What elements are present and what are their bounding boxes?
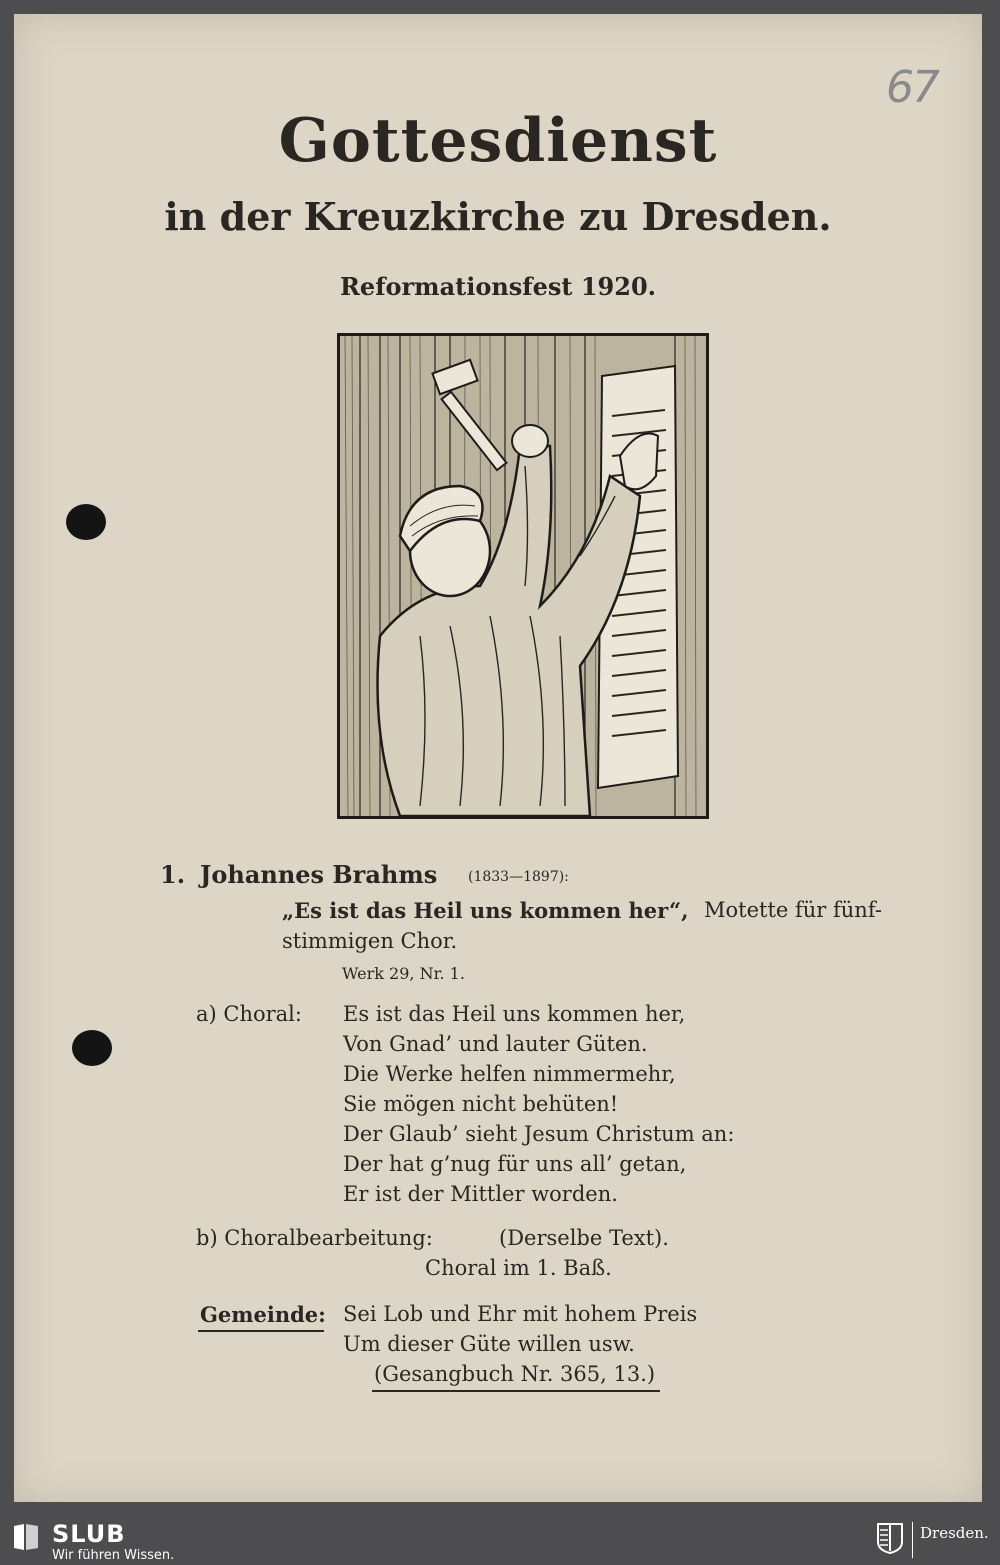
slub-logo[interactable] <box>12 1520 202 1562</box>
part-b-subnote: Choral im 1. Baß. <box>425 1256 612 1280</box>
book-icon <box>12 1522 40 1552</box>
item-number: 1. <box>160 860 186 889</box>
footer-bar <box>0 1514 1000 1565</box>
work-description-1: Motette für fünf- <box>704 898 882 922</box>
page-title: Gottesdienst <box>278 106 718 176</box>
choral-line: Der Glaub’ sieht Jesum Christum an: <box>343 1122 735 1146</box>
choral-line: Der hat g’nug für uns all’ getan, <box>343 1152 687 1176</box>
slub-brand: SLUB <box>52 1520 126 1548</box>
city-crest-icon <box>876 1522 904 1554</box>
logo-divider <box>912 1522 913 1558</box>
congregation-line: Um dieser Güte willen usw. <box>343 1332 635 1356</box>
punch-hole-top <box>66 504 106 540</box>
choral-line: Die Werke helfen nimmermehr, <box>343 1062 676 1086</box>
part-b-label: b) Choralbearbeitung: <box>196 1226 433 1250</box>
choral-line: Von Gnad’ und lauter Güten. <box>343 1032 648 1056</box>
page-subtitle: in der Kreuzkirche zu Dresden. <box>164 194 832 239</box>
luther-theses-image <box>340 336 706 816</box>
slub-tagline: Wir führen Wissen. <box>52 1548 175 1563</box>
hymnal-reference: (Gesangbuch Nr. 365, 13.) <box>374 1362 656 1386</box>
work-title: „Es ist das Heil uns kommen her“, <box>282 898 689 923</box>
congregation-underline <box>198 1330 324 1332</box>
choral-line: Sie mögen nicht behüten! <box>343 1092 619 1116</box>
hymnal-underline <box>372 1390 660 1392</box>
part-b-note: (Derselbe Text). <box>499 1226 669 1250</box>
dresden-wordmark: Dresden. <box>920 1524 989 1542</box>
congregation-label: Gemeinde: <box>200 1302 326 1327</box>
congregation-line: Sei Lob und Ehr mit hohem Preis <box>343 1302 698 1326</box>
choral-line: Er ist der Mittler worden. <box>343 1182 618 1206</box>
composer-name: Johannes Brahms <box>200 860 438 889</box>
choral-line: Es ist das Heil uns kommen her, <box>343 1002 686 1026</box>
archive-number: 67 <box>886 62 938 113</box>
dresden-logo[interactable] <box>876 1518 992 1562</box>
work-description-2: stimmigen Chor. <box>282 929 458 953</box>
punch-hole-bottom <box>72 1030 112 1066</box>
composer-dates: (1833—1897): <box>468 869 569 885</box>
part-a-label: a) Choral: <box>196 1002 302 1026</box>
work-opus: Werk 29, Nr. 1. <box>342 964 465 983</box>
occasion-heading: Reformationsfest 1920. <box>339 272 656 301</box>
woodcut-illustration <box>337 333 709 819</box>
document-page <box>14 14 982 1502</box>
